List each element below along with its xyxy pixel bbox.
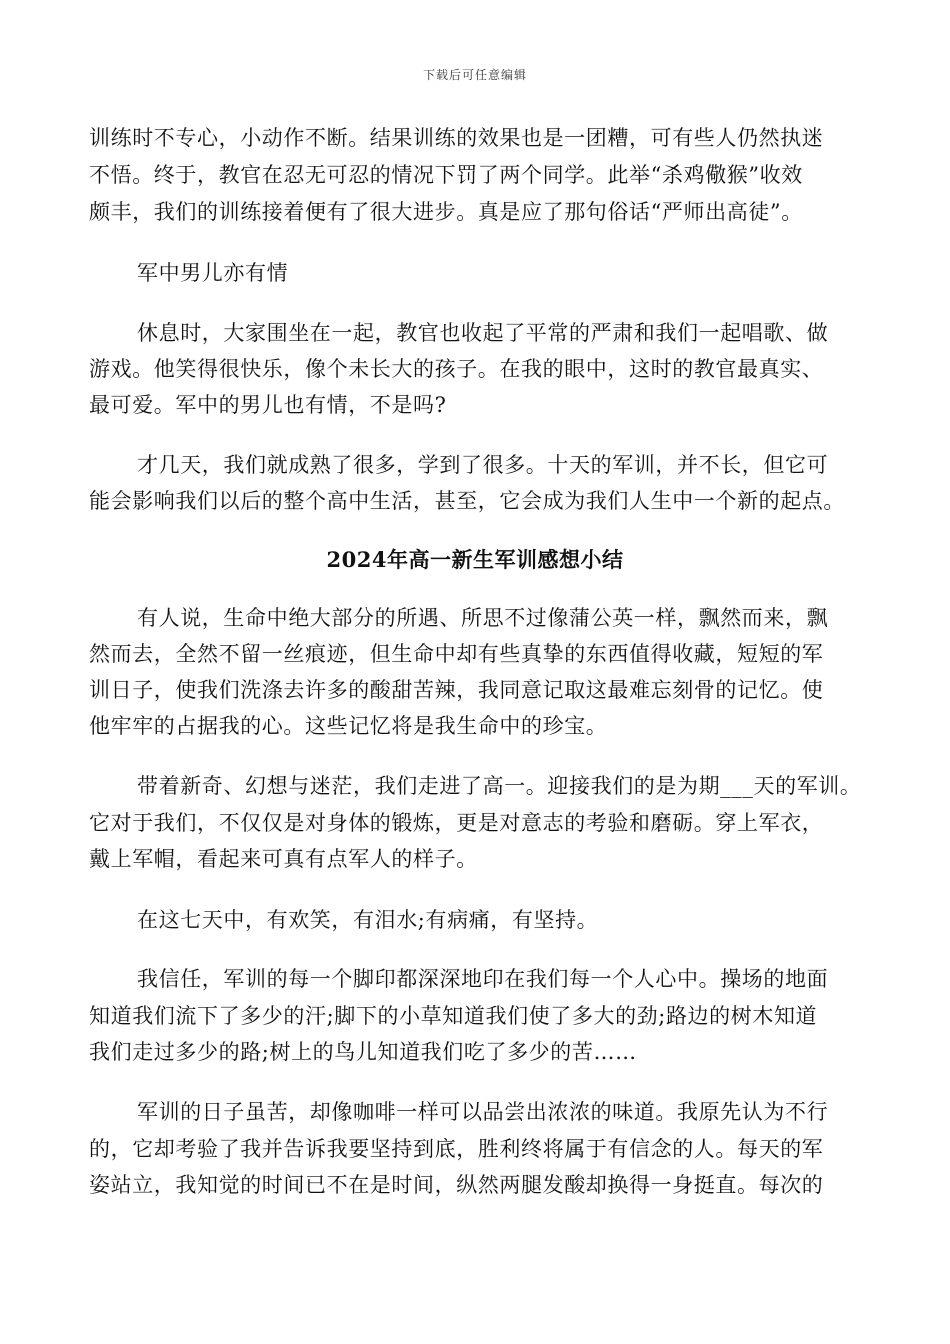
- text-line: 他牢牢的占据我的心。这些记忆将是我生命中的珍宝。: [89, 714, 608, 738]
- text-line: 在这七天中，有欢笑，有泪水;有病痛，有坚持。: [137, 908, 599, 932]
- text-line: 知道我们流下了多少的汗;脚下的小草知道我们使了多大的劲;路边的树木知道: [89, 1004, 818, 1028]
- text-line: 的，它却考验了我并告诉我要坚持到底，胜利终将属于有信念的人。每天的军: [89, 1137, 824, 1161]
- section-title: 2024年高一新生军训感想小结: [326, 547, 624, 572]
- page-header: 下载后可任意编辑: [422, 68, 527, 82]
- text-line: 最可爱。军中的男儿也有情，不是吗?: [89, 393, 447, 417]
- text-line: 然而去，全然不留一丝痕迹，但生命中却有些真挚的东西值得收藏，短短的军: [89, 642, 824, 666]
- text-line: 游戏。他笑得很快乐，像个未长大的孩子。在我的眼中，这时的教官最真实、: [89, 357, 824, 381]
- subheading: 军中男儿亦有情: [137, 261, 289, 285]
- text-line: 我们走过多少的路;树上的鸟儿知道我们吃了多少的苦……: [89, 1040, 637, 1064]
- text-line: 休息时，大家围坐在一起，教官也收起了平常的严肃和我们一起唱歌、做: [137, 321, 829, 345]
- text-line: 带着新奇、幻想与迷茫，我们走进了高一。迎接我们的是为期___天的军训。: [137, 774, 862, 798]
- text-line: 训日子，使我们洗涤去许多的酸甜苦辣，我同意记取这最难忘刻骨的记忆。使: [89, 678, 824, 702]
- text-line: 训练时不专心，小动作不断。结果训练的效果也是一团糟，可有些人仍然执迷: [89, 126, 824, 150]
- text-line: 它对于我们，不仅仅是对身体的锻炼，更是对意志的考验和磨砺。穿上军衣，: [89, 811, 824, 835]
- text-line: 不悟。终于，教官在忍无可忍的情况下罚了两个同学。此举“杀鸡儆猴”收效: [89, 163, 803, 187]
- text-line: 才几天，我们就成熟了很多，学到了很多。十天的军训，并不长，但它可: [137, 453, 829, 477]
- text-line: 有人说，生命中绝大部分的所遇、所思不过像蒲公英一样，飘然而来，飘: [137, 606, 829, 630]
- text-line: 颇丰，我们的训练接着便有了很大进步。真是应了那句俗话“严师出高徒”。: [89, 200, 803, 224]
- text-line: 能会影响我们以后的整个高中生活，甚至，它会成为我们人生中一个新的起点。: [89, 489, 845, 513]
- text-line: 戴上军帽，看起来可真有点军人的样子。: [89, 847, 478, 871]
- text-line: 姿站立，我知觉的时间已不在是时间，纵然两腿发酸却换得一身挺直。每次的: [89, 1173, 824, 1197]
- text-line: 我信任，军训的每一个脚印都深深地印在我们每一个人心中。操场的地面: [137, 967, 829, 991]
- text-line: 军训的日子虽苦，却像咖啡一样可以品尝出浓浓的味道。我原先认为不行: [137, 1100, 829, 1124]
